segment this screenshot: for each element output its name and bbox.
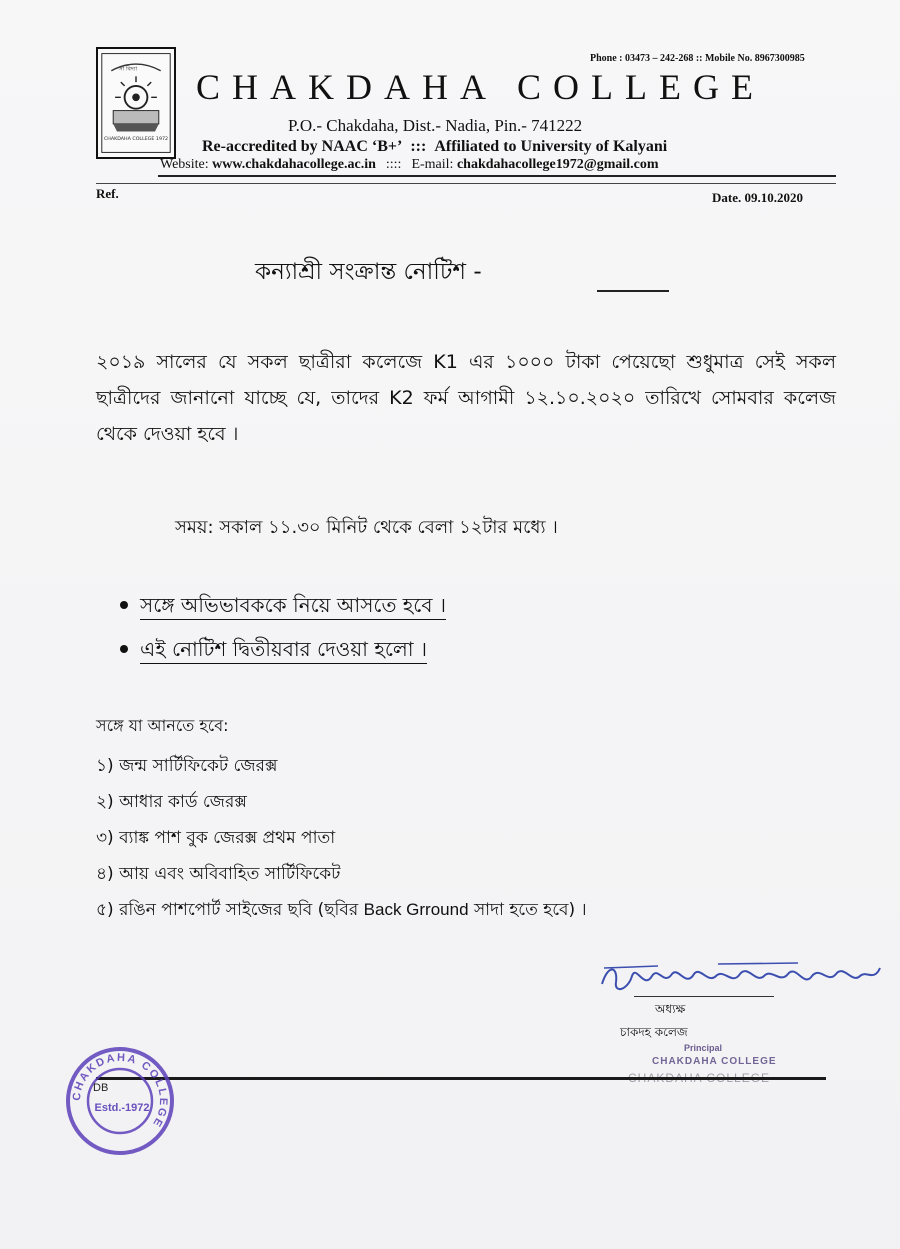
signature-rule: [634, 996, 774, 997]
website-label: Website:: [160, 157, 209, 172]
seal-text: CHAKDAHA COLLEGE: [70, 1051, 170, 1130]
notice-date: Date. 09.10.2020: [712, 190, 803, 205]
title-blank-line: [597, 290, 669, 292]
list-item: [96, 892, 856, 928]
bring-label: সঙ্গে যা আনতে হবে:: [96, 716, 229, 735]
bullet-text: এই নোটিশ দ্বিতীয়বার দেওয়া হলো ।: [140, 637, 427, 664]
notice-time: সময়: সকাল ১১.৩০ মিনিট থেকে বেলা ১২টার মধ্যে ।: [175, 517, 558, 538]
item5-suffix: সাদা হতে হবে) ।: [473, 900, 587, 920]
svg-text:সা বিদ্যা: সা বিদ্যা: [118, 66, 138, 73]
bullet-text: সঙ্গে অভিভাবককে নিয়ে আসতে হবে ।: [140, 593, 446, 620]
item5-latin: Back Grround: [363, 900, 469, 919]
svg-text:CHAKDAHA COLLEGE 1972: CHAKDAHA COLLEGE 1972: [103, 137, 169, 143]
seal-center-text: Estd.-1972: [94, 1102, 150, 1114]
college-seal-stamp: [64, 1045, 176, 1157]
affiliation-text: Affiliated to University of Kalyani: [434, 138, 668, 155]
phone-line: Phone : 03473 – 242-268 :: Mobile No. 8967300985: [590, 53, 805, 64]
list-item: [118, 590, 678, 620]
naac-separator: :::: [410, 138, 427, 155]
ref-label: Ref.: [96, 186, 119, 201]
list-item: ২) আধার কার্ড জেরক্স: [96, 792, 247, 812]
list-item: ১) জন্ম সার্টিফিকেট জেরক্স: [96, 756, 278, 776]
email-link[interactable]: chakdahacollege1972@gmail.com: [456, 157, 659, 172]
website-link[interactable]: www.chakdahacollege.ac.in: [212, 157, 376, 172]
notice-title: কন্যাশ্রী সংক্রান্ত নোটিশ -: [255, 259, 482, 285]
principal-stamp-title: Principal: [684, 1043, 723, 1053]
bullet-icon: [120, 645, 128, 653]
email-label: E-mail:: [411, 157, 454, 172]
college-logo: [96, 47, 176, 159]
principal-signature: [598, 954, 888, 1000]
notice-body: ২০১৯ সালের যে সকল ছাত্রীরা কলেজে K1 এর ১০০০ টাকা পেয়েছো শুধুমাত্র সেই সকল ছাত্রীদের জানানো যাচ্ছে যে, তাদের K2 ফর্ম আগামী ১২.১০.২০২০ তারিখে সোমবার কলেজ থেকে দেওয়া হবে ।: [96, 351, 836, 445]
document-list: [96, 748, 856, 928]
list-item: [118, 634, 678, 664]
list-item: ৪) আয় এবং অবিবাহিত সার্টিফিকেট: [96, 864, 341, 884]
instruction-bullets: [118, 590, 678, 678]
principal-stamp-college: CHAKDAHA COLLEGE: [652, 1056, 777, 1067]
bullet-icon: [120, 601, 128, 609]
contact-line: [160, 157, 659, 173]
item5-prefix: ৫) রঙিন পাশপোর্ট সাইজের ছবি (ছবির: [96, 900, 359, 920]
naac-text: Re-accredited by NAAC ‘B+’: [202, 138, 403, 155]
principal-title: অধ্যক্ষ: [655, 1002, 686, 1016]
web-separator: ::::: [385, 157, 402, 172]
list-item: ৩) ব্যাঙ্ক পাশ বুক জেরক্স প্রথম পাতা: [96, 828, 336, 848]
college-address: P.O.- Chakdaha, Dist.- Nadia, Pin.- 741222: [288, 116, 583, 135]
principal-college: চাকদহ কলেজ: [620, 1025, 688, 1039]
accreditation-line: [202, 138, 667, 156]
initials-mark: DB: [93, 1082, 109, 1094]
header-rule: [158, 175, 836, 177]
college-name: CHAKDAHA COLLEGE: [196, 67, 765, 107]
header-rule-secondary: [96, 183, 836, 184]
footer-rule: [96, 1077, 826, 1080]
